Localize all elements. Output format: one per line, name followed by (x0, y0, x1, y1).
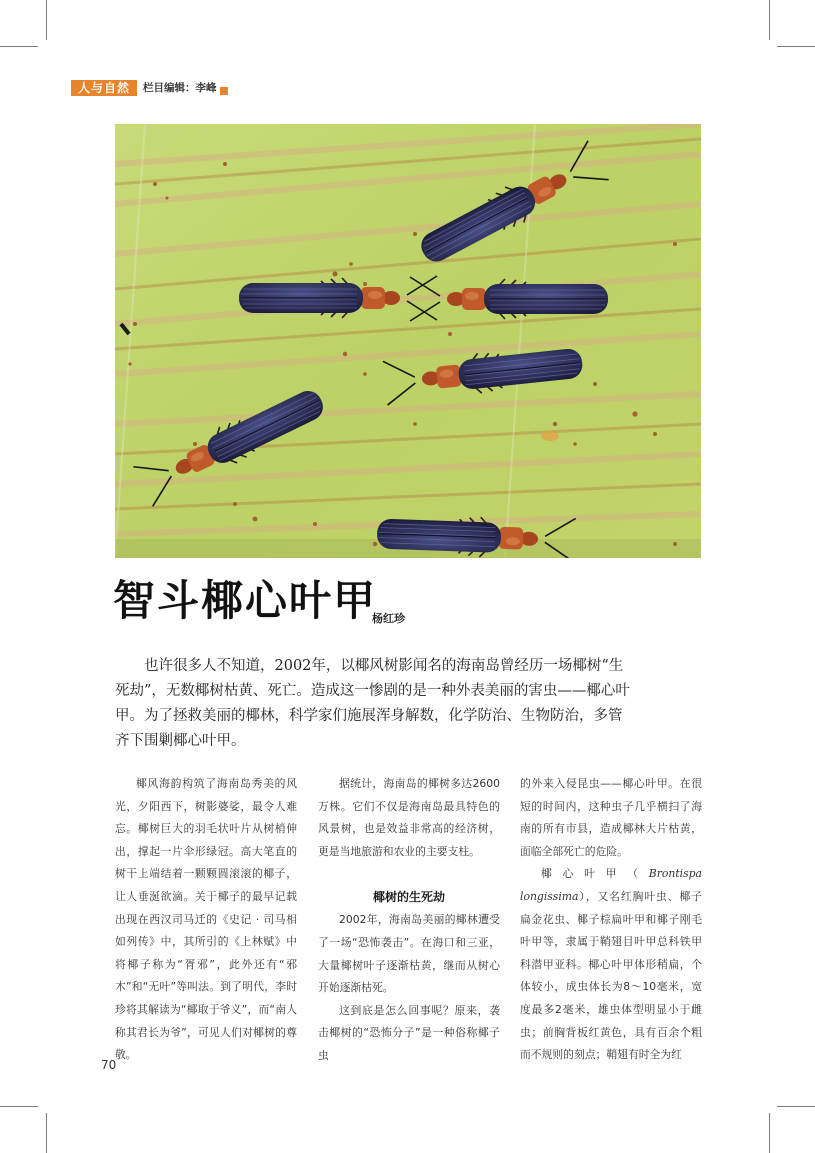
article-lead: 也许很多人不知道，2002年，以椰风树影闻名的海南岛曾经历一场椰树“生死劫”，无数椰树枯黄、死亡。造成这一惨剧的是一种外表美丽的害虫——椰心叶甲。为了拯救美丽的椰林，科学家们施展浑身解数，化学防治、生物防治，多管齐下围剿椰心叶甲。 (115, 658, 630, 749)
crop-mark (769, 1113, 770, 1153)
crop-mark (46, 1113, 47, 1153)
article-title: 智斗椰心叶甲 (113, 576, 378, 625)
crop-mark (777, 1106, 815, 1107)
column-header (71, 80, 228, 96)
crop-mark (0, 1106, 38, 1107)
text-column-1 (115, 773, 297, 1067)
body-paragraph: 2002年，海南岛美丽的椰林遭受了一场“恐怖袭击”。在海口和三亚，大量椰树叶子逐渐枯黄，继而从树心开始逐渐枯死。 (318, 913, 500, 995)
body-paragraph: 的外来入侵昆虫——椰心叶甲。在很短的时间内，这种虫子几乎横扫了海南的所有市县，造成椰林大片枯黄，面临全部死亡的危险。 (520, 777, 702, 858)
body-paragraph: 这到底是怎么回事呢？原来，袭击椰树的“恐怖分子”是一种俗称椰子虫 (318, 1003, 500, 1062)
body-paragraph (520, 863, 702, 1066)
crop-mark (0, 46, 38, 47)
body-paragraph: 据统计，海南岛的椰树多达2600万株。它们不仅是海南岛最具特色的风景树，也是效益非常高的经济树，更是当地旅游和农业的主要支柱。 (318, 777, 500, 858)
beetles-photo (115, 124, 701, 558)
crop-mark (769, 0, 770, 40)
page-number: 70 (101, 1058, 117, 1072)
section-subheading: 椰树的生死劫 (372, 890, 445, 905)
body-paragraph: 椰风海韵构筑了海南岛秀美的风光，夕阳西下，树影婆娑，最令人难忘。椰树巨大的羽毛状叶片从树梢伸出，撑起一片伞形绿冠。高大笔直的树干上端结着一颗颗圆滚滚的椰子，让人垂涎欲滴。关于椰子的最早记载出现在西汉司马迁的《史记 · 司马相如列传》中，其所引的《上林赋》中将椰子称为“胥邪”，此外还有“邪木”和“无叶”等叫法。到了明代，李时珍将其解读为“椰取于爷义”，而“南人称其君长为爷”，可见人们对椰树的尊敬。 (115, 777, 297, 1062)
species-description: ），又名红胸叶虫、椰子扁金花虫、椰子棕扁叶甲和椰子刚毛叶甲等，隶属于鞘翅目叶甲总科铁甲科潜甲亚科。椰心叶甲体形稍扁，个体较小，成虫体长为8～10毫米，宽度最多2毫米，雄虫体型明显小于雌虫；前胸背板红黄色，具有百余个粗而不规则的刻点；鞘翅有时全为红 (520, 889, 702, 1062)
article-author: 杨红珍 (372, 612, 405, 625)
scientific-name: Brontispa longissima (520, 867, 702, 903)
text-column-3 (520, 773, 702, 1067)
crop-mark (46, 0, 47, 40)
species-intro: 椰心叶甲（ (541, 867, 649, 881)
header-accent-square (220, 87, 228, 95)
column-editor: 栏目编辑：李峰 (143, 82, 217, 94)
beetles-illustration (115, 124, 701, 558)
text-column-2 (318, 773, 500, 1068)
crop-mark (777, 46, 815, 47)
section-tag: 人与自然 (71, 80, 137, 96)
